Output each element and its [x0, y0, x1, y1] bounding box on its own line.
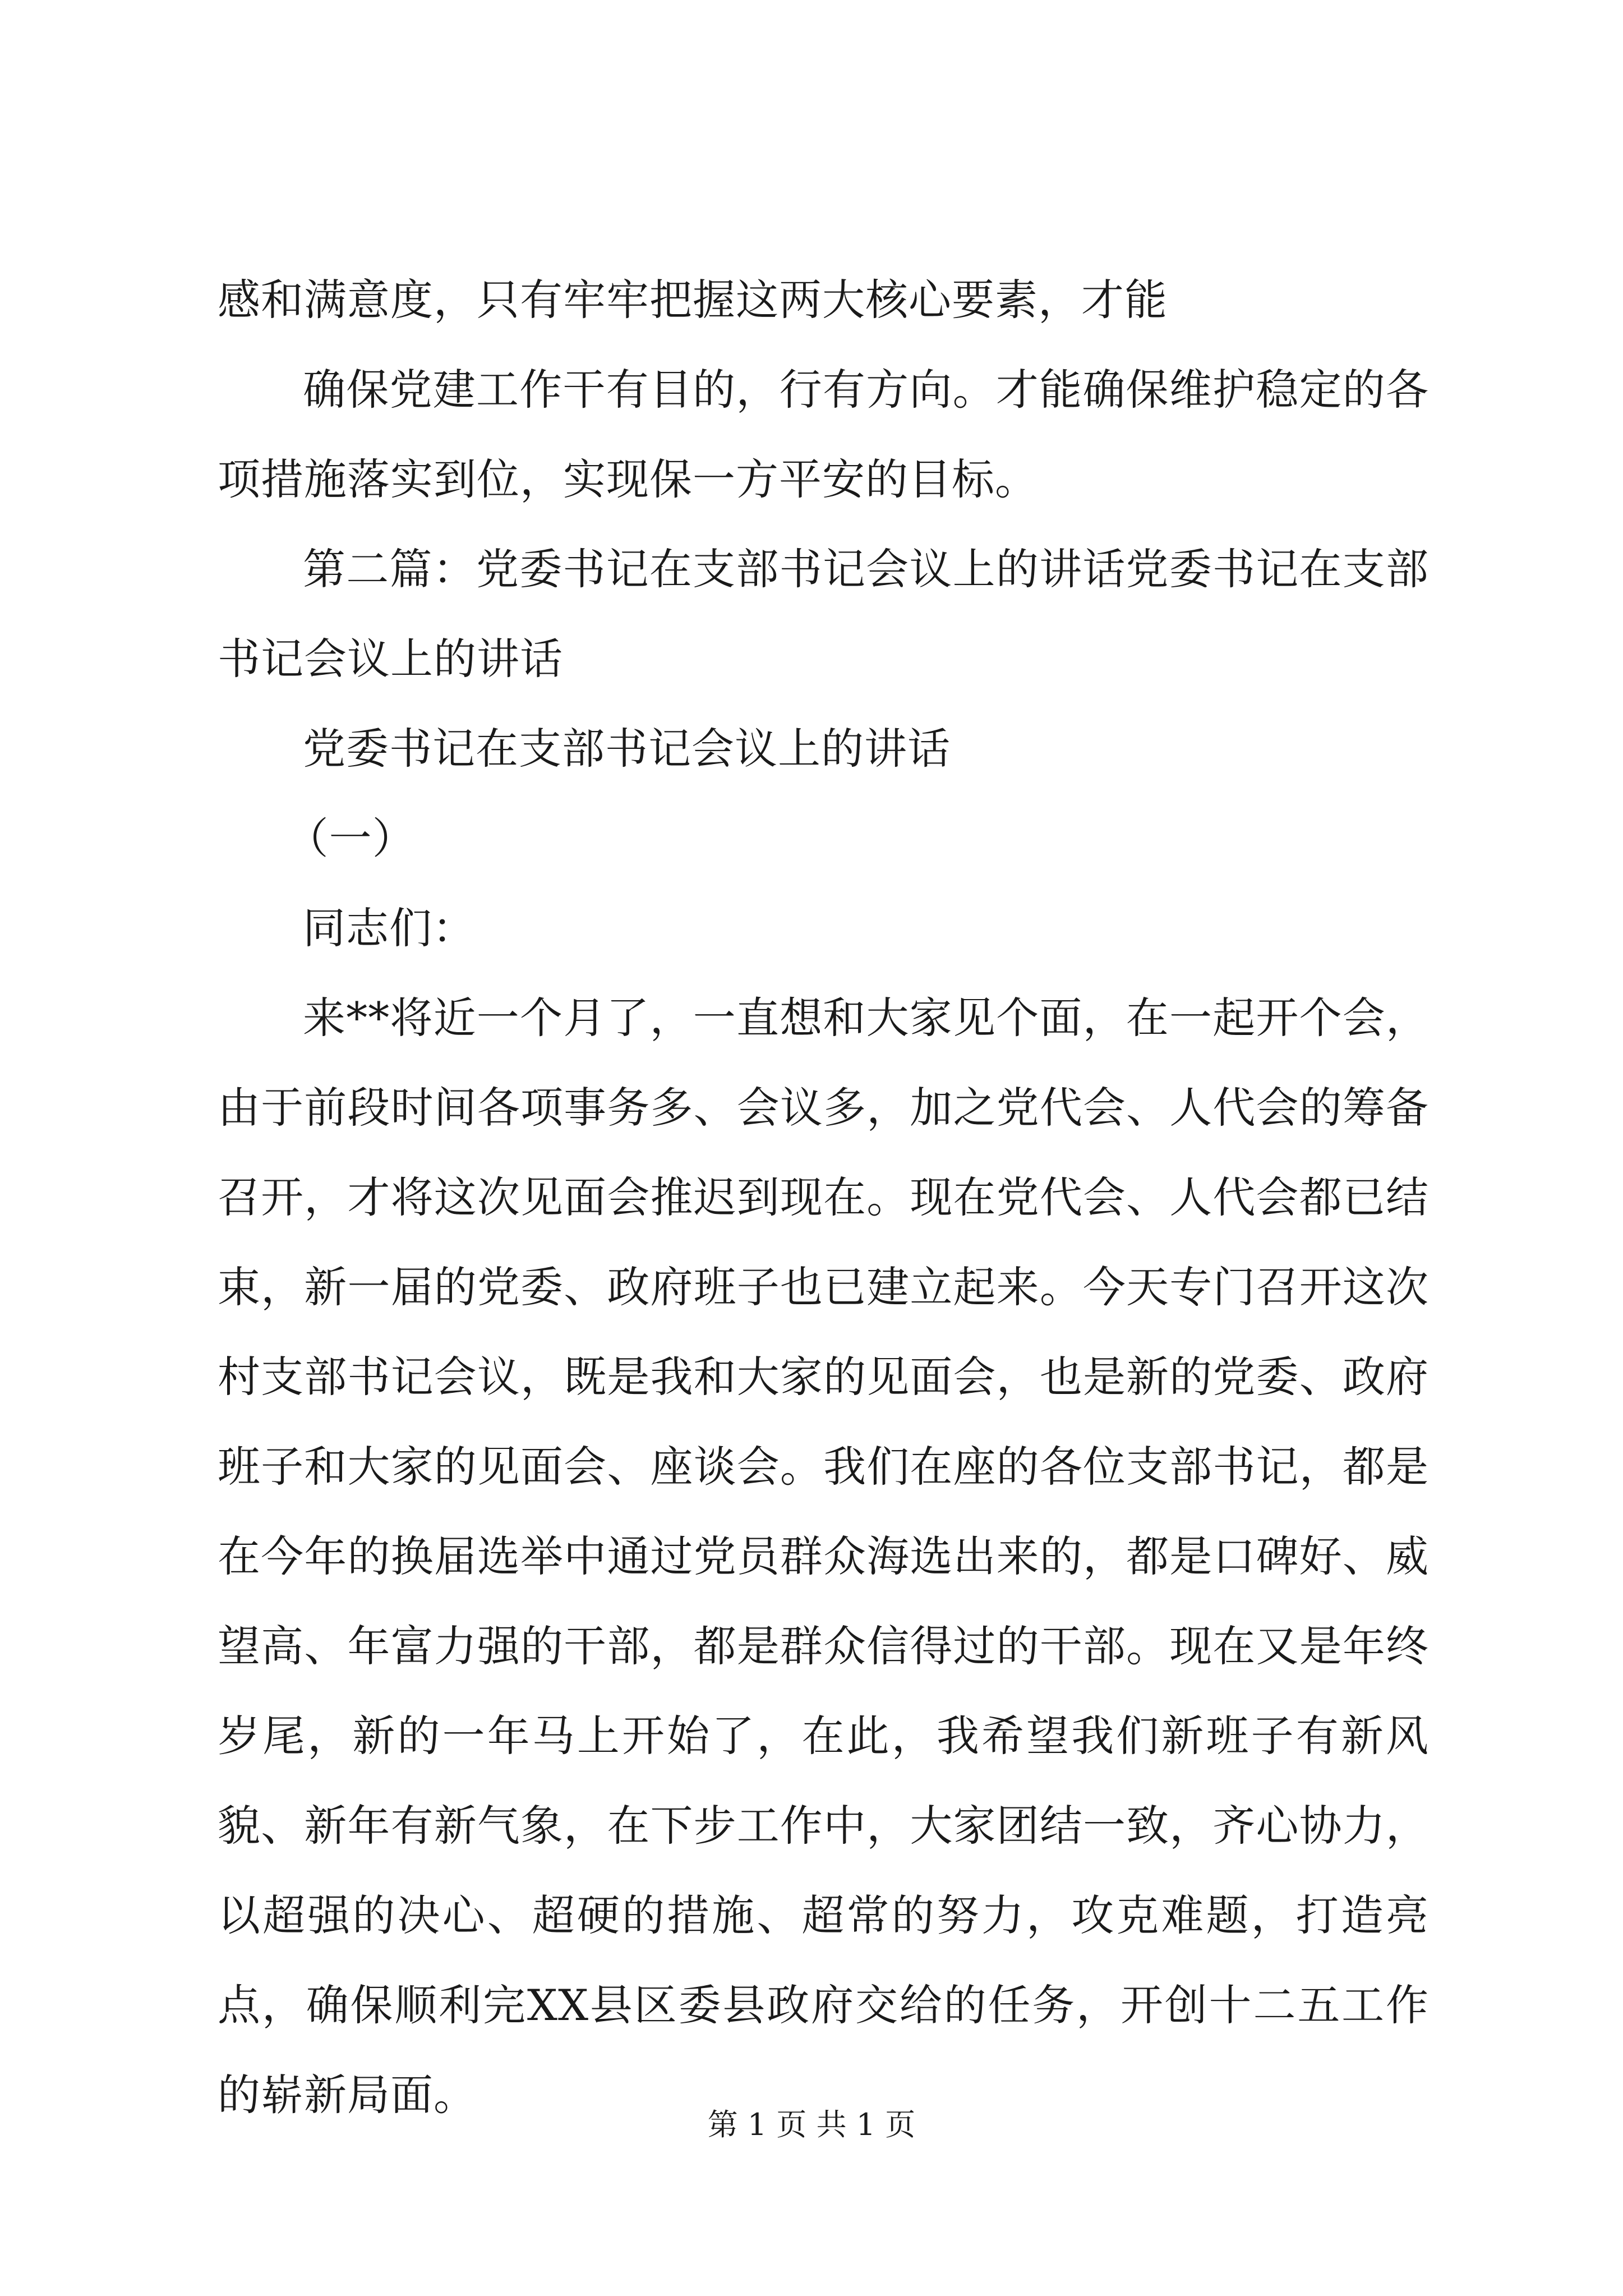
- salutation: 同志们：: [303, 903, 476, 953]
- document-body: [218, 255, 1429, 2140]
- paragraph: 来**将近一个月了，一直想和大家见个面，在一起开个会，由于前段时间各项事务多、会议多，加之党代会、人代会的筹备召开，才将这次见面会推迟到现在。现在党代会、人代会都已结束，新一届的党委、政府班子也已建立起来。今天专门召开这次村支部书记会议，既是我和大家的见面会，也是新的党委、政府班子和大家的见面会、座谈会。我们在座的各位支部书记，都是在今年的换届选举中通过党员群众海选出来的，都是口碑好、威望高、年富力强的干部，都是群众信得过的干部。现在又是年终岁尾，新的一年马上开始了，在此，我希望我们新班子有新风貌、新年有新气象，在下步工作中，大家团结一致，齐心协力，以超强的决心、超硬的措施、超常的努力，攻克难题，打造亮点，确保顺利完XX县区委县政府交给的任务，开创十二五工作的崭新局面。: [218, 993, 1429, 2120]
- page-footer: 第 1 页 共 1 页: [707, 2107, 916, 2142]
- paragraph-continuation: 感和满意度，只有牢牢把握这两大核心要素，才能: [218, 275, 1168, 325]
- speech-title: 党委书记在支部书记会议上的讲话: [303, 724, 951, 774]
- section-heading: 第二篇：党委书记在支部书记会议上的讲话党委书记在支部书记会议上的讲话: [218, 544, 1429, 684]
- section-number: （一）: [285, 813, 416, 863]
- paragraph: 确保党建工作干有目的，行有方向。才能确保维护稳定的各项措施落实到位，实现保一方平安的目标。: [218, 365, 1429, 504]
